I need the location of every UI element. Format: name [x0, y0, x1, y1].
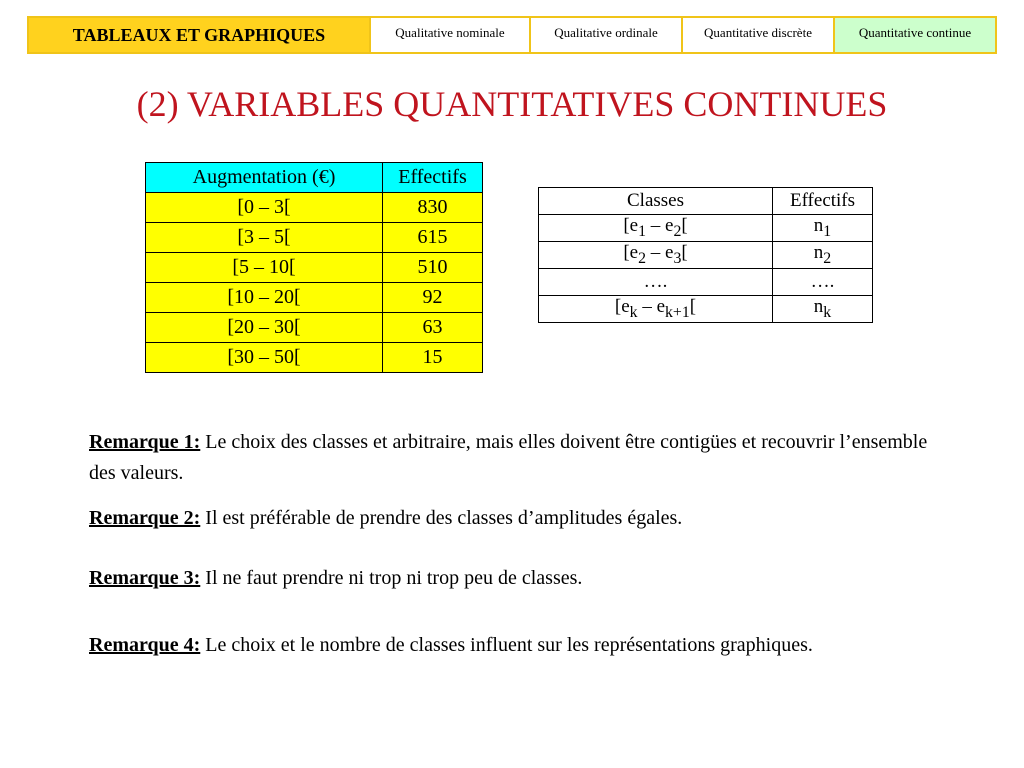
header-effectifs: Effectifs: [773, 188, 873, 215]
ellipsis-cell: ….: [539, 269, 773, 296]
table-row: [146, 283, 483, 313]
table-row: [539, 215, 873, 242]
bracket-close: [: [681, 215, 688, 237]
remark-label: Remarque 2:: [89, 507, 201, 529]
header-augmentation: Augmentation (€): [146, 163, 383, 193]
bracket-open: [e: [623, 215, 639, 237]
count-symbol: n: [813, 296, 824, 318]
class-cell: [539, 296, 773, 323]
subscript: 2: [673, 222, 682, 240]
subscript: 2: [823, 249, 832, 267]
remark-label: Remarque 1:: [89, 431, 201, 453]
remark-label: Remarque 4:: [89, 634, 201, 656]
count-cell: 15: [383, 343, 483, 373]
subscript: k: [629, 303, 638, 321]
subscript: 1: [638, 222, 646, 240]
remark-2: [89, 503, 939, 534]
class-cell: [539, 215, 773, 242]
tab-quantitative-continue[interactable]: Quantitative continue: [833, 18, 995, 52]
subscript: 2: [638, 249, 646, 267]
page-title: (2) VARIABLES QUANTITATIVES CONTINUES: [136, 84, 888, 124]
subscript: 1: [823, 222, 832, 240]
count-symbol: n: [813, 215, 824, 237]
tab-quantitative-discrete[interactable]: Quantitative discrète: [681, 18, 833, 52]
tab-qualitative-ordinale[interactable]: Qualitative ordinale: [529, 18, 681, 52]
table-row: [146, 193, 483, 223]
count-cell: 510: [383, 253, 483, 283]
table-header-row: [146, 163, 483, 193]
remark-3: [89, 563, 939, 594]
class-dash: – e: [637, 296, 666, 318]
class-cell: [539, 242, 773, 269]
subscript: 3: [673, 249, 682, 267]
nav-title[interactable]: TABLEAUX ET GRAPHIQUES: [29, 18, 369, 52]
ellipsis-cell: ….: [773, 269, 873, 296]
class-cell: [0 – 3[: [146, 193, 383, 223]
remark-text: Le choix et le nombre de classes influent sur les représentations graphiques.: [200, 634, 813, 656]
count-cell: [773, 215, 873, 242]
remark-text: Il est préférable de prendre des classes d’amplitudes égales.: [200, 507, 683, 529]
class-cell: [5 – 10[: [146, 253, 383, 283]
bracket-close: [: [689, 296, 697, 318]
class-cell: [30 – 50[: [146, 343, 383, 373]
table-row: [539, 269, 873, 296]
class-dash: – e: [646, 242, 674, 264]
count-cell: 830: [383, 193, 483, 223]
table-row: [539, 296, 873, 323]
bracket-open: [e: [614, 296, 630, 318]
table-row: [146, 313, 483, 343]
table-row: [146, 343, 483, 373]
table-row: [146, 253, 483, 283]
remark-text: Il ne faut prendre ni trop ni trop peu de classes.: [200, 567, 583, 589]
table-header-row: [539, 188, 873, 215]
bracket-open: [e: [623, 242, 639, 264]
class-cell: [10 – 20[: [146, 283, 383, 313]
top-navigation: [27, 16, 997, 54]
class-cell: [20 – 30[: [146, 313, 383, 343]
count-cell: [773, 242, 873, 269]
count-cell: [773, 296, 873, 323]
bracket-close: [: [681, 242, 688, 264]
header-effectifs: Effectifs: [383, 163, 483, 193]
remark-4: [89, 630, 939, 661]
count-cell: 63: [383, 313, 483, 343]
subscript: k: [823, 303, 832, 321]
header-classes: Classes: [539, 188, 773, 215]
remark-text: Le choix des classes et arbitraire, mais elles doivent être contigües et recouvrir l’ensemble des valeurs.: [89, 431, 928, 484]
tab-qualitative-nominale[interactable]: Qualitative nominale: [369, 18, 529, 52]
count-cell: 92: [383, 283, 483, 313]
augmentation-table: [145, 162, 483, 373]
count-symbol: n: [813, 242, 824, 264]
class-cell: [3 – 5[: [146, 223, 383, 253]
class-dash: – e: [646, 215, 674, 237]
generic-classes-table: [538, 187, 873, 323]
remark-label: Remarque 3:: [89, 567, 201, 589]
subscript: k+1: [665, 303, 690, 321]
table-row: [146, 223, 483, 253]
remark-1: [89, 427, 939, 489]
count-cell: 615: [383, 223, 483, 253]
table-row: [539, 242, 873, 269]
